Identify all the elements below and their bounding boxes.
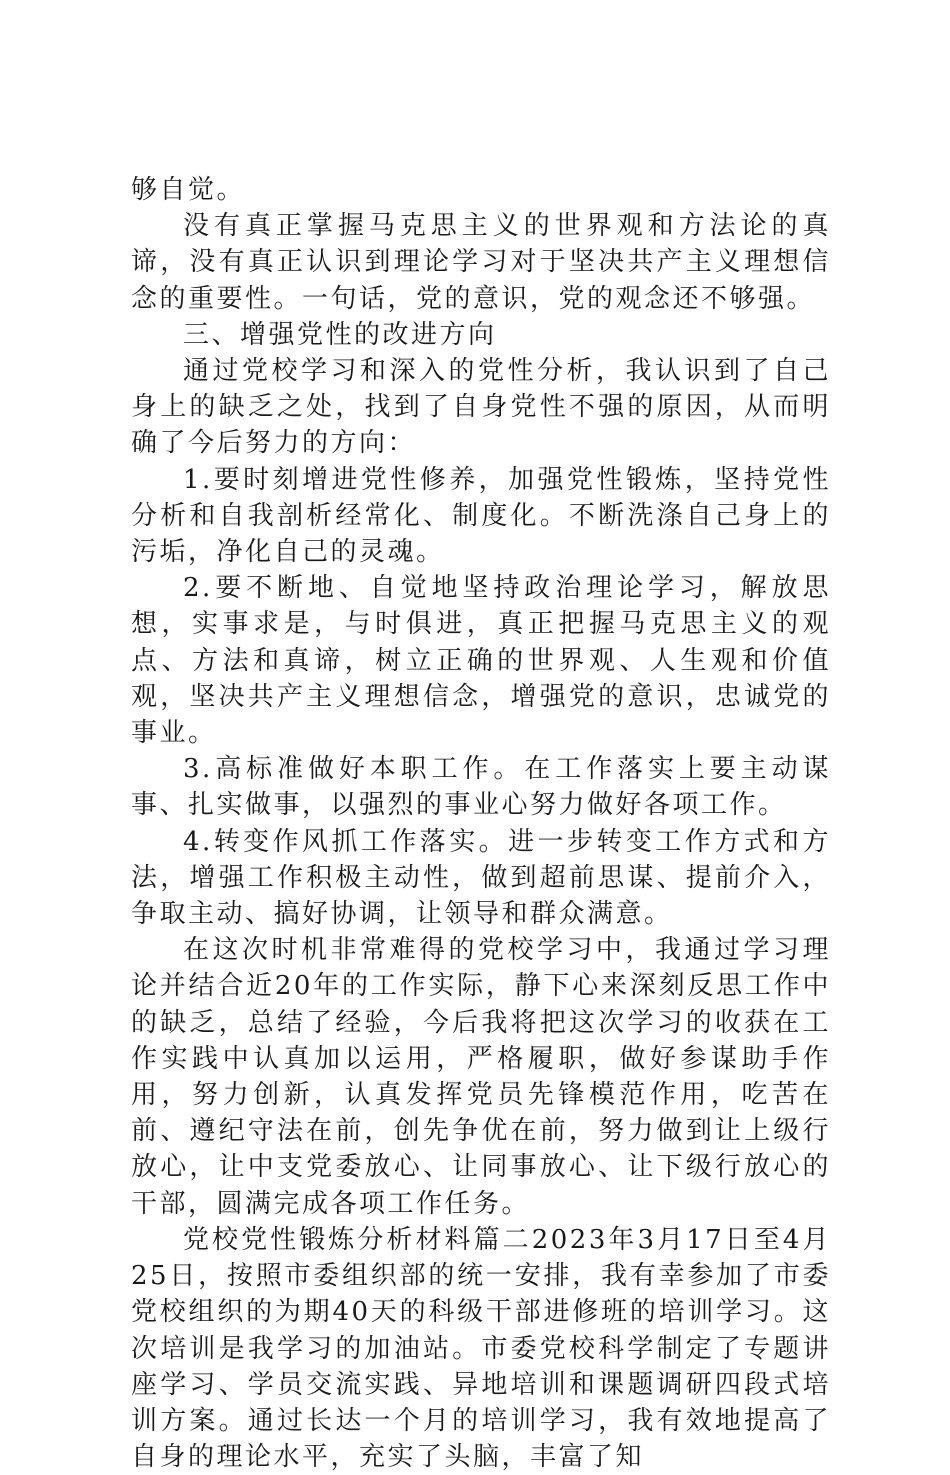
list-item-4: 4.转变作风抓工作落实。进一步转变工作方式和方法，增强工作积极主动性，做到超前思谋、提前介入，争取主动、搞好协调，让领导和群众满意。: [131, 826, 831, 930]
paragraph-2: 没有真正掌握马克思主义的世界观和方法论的真谛，没有真正认识到理论学习对于坚决共产主义理想信念的重要性。一句话，党的意识，党的观念还不够强。: [131, 211, 831, 314]
paragraph-4: 在这次时机非常难得的党校学习中，我通过学习理论并结合近20年的工作实际，静下心来深刻反思工作中的缺乏，总结了经验，今后我将把这次学习的收获在工作实践中认真加以运用，严格履职，做好参谋助手作用，努力创新，认真发挥党员先锋模范作用，吃苦在前、遵纪守法在前，创先争优在前，努力做到让上级行放心，让中支党委放心、让同事放心、让下级行放心的干部，圆满完成各项工作任务。: [131, 935, 831, 1219]
paragraph-1: 够自觉。: [131, 175, 246, 205]
paragraph-3: 通过党校学习和深入的党性分析，我认识到了自己身上的缺乏之处，找到了自身党性不强的原因，从而明确了今后努力的方向：: [131, 356, 831, 459]
list-item-3: 3.高标准做好本职工作。在工作落实上要主动谋事、扎实做事，以强烈的事业心努力做好各项工作。: [131, 754, 831, 821]
list-item-1: 1.要时刻增进党性修养，加强党性锻炼，坚持党性分析和自我剖析经常化、制度化。不断洗涤自己身上的污垢，净化自己的灵魂。: [131, 464, 831, 568]
document-body: [131, 172, 831, 1475]
paragraph-5: 党校党性锻炼分析材料篇二2023年3月17日至4月25日，按照市委组织部的统一安排，我有幸参加了市委党校组织的为期40天的科级干部进修班的培训学习。这次培训是我学习的加油站。市委党校科学制定了专题讲座学习、学员交流实践、异地培训和课题调研四段式培训方案。通过长达一个月的培训学习，我有效地提高了自身的理论水平，充实了头脑，丰富了知: [131, 1224, 831, 1473]
list-item-2: 2.要不断地、自觉地坚持政治理论学习，解放思想，实事求是，与时俱进，真正把握马克思主义的观点、方法和真谛，树立正确的世界观、人生观和价值观，坚决共产主义理想信念，增强党的意识，忠诚党的事业。: [131, 573, 831, 749]
section-heading: 三、增强党性的改进方向: [183, 319, 497, 350]
